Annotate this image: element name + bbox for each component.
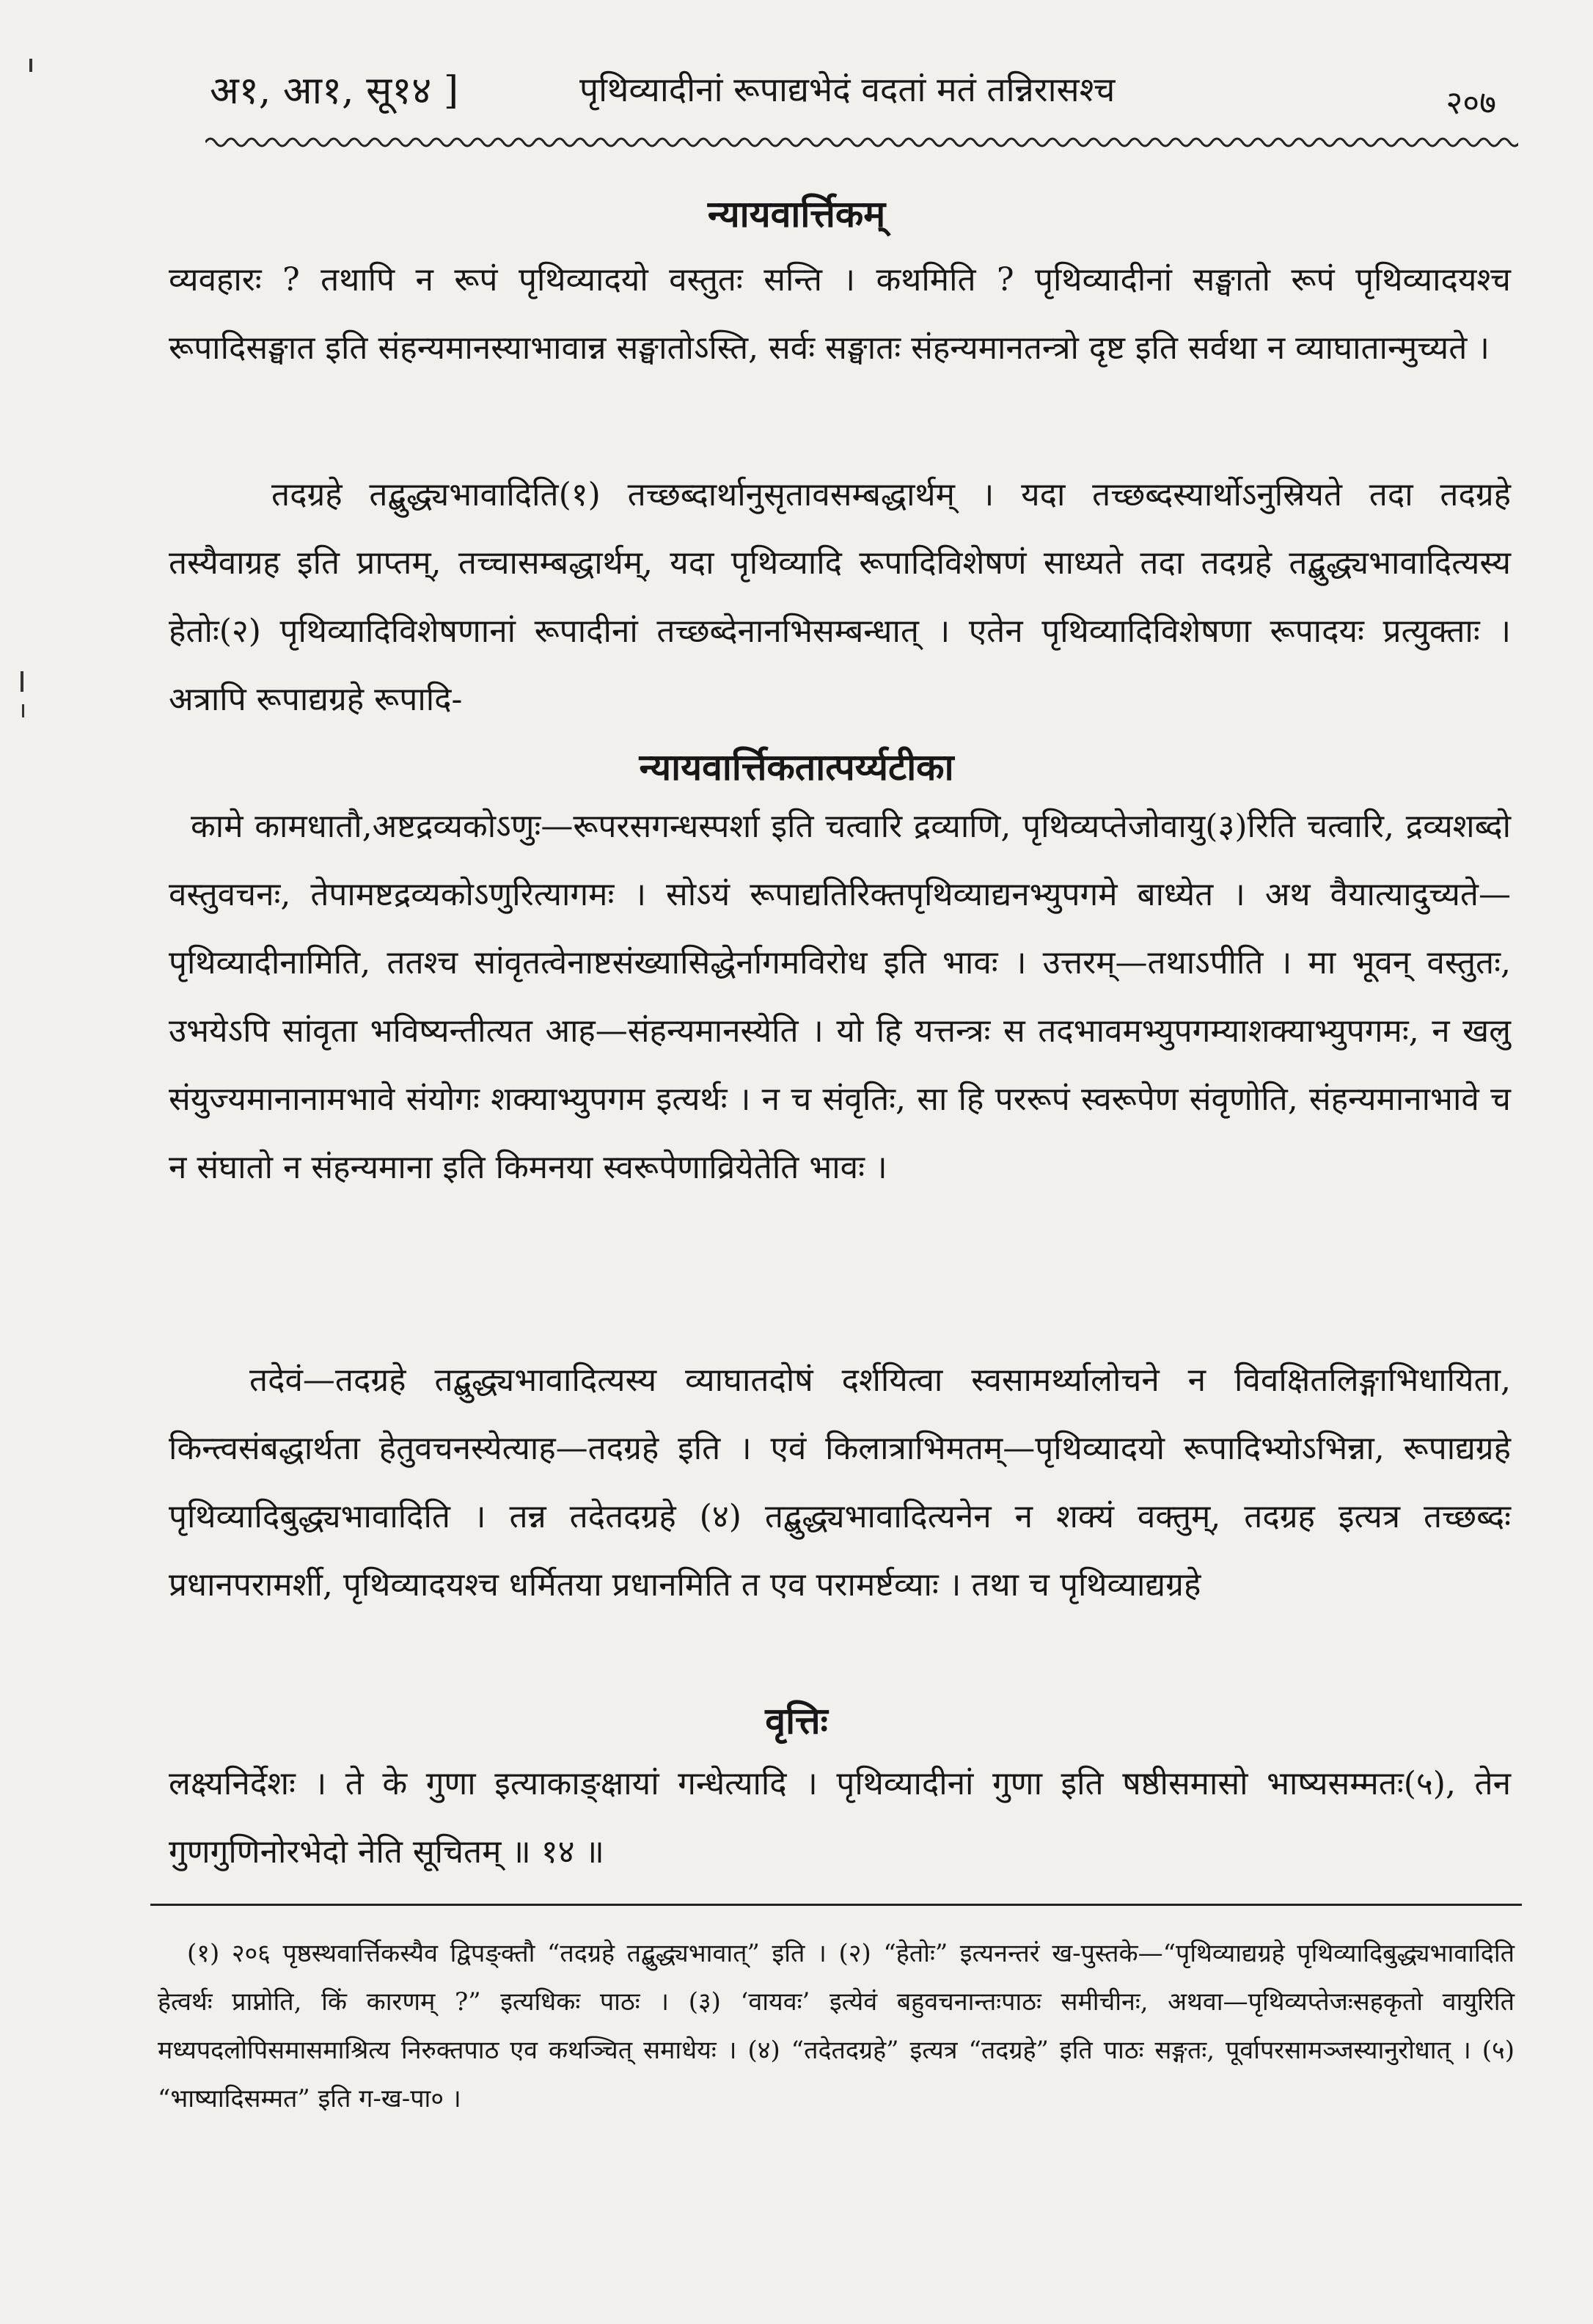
section-title-nyayavarttikam: न्यायवार्त्तिकम् — [707, 192, 886, 235]
scan-speck — [22, 704, 24, 717]
running-header — [198, 57, 1496, 123]
vritti-paragraph: लक्ष्यनिर्देशः । ते के गुणा इत्याकाङ्क्षायां गन्धेत्यादि । पृथिव्यादीनां गुणा इति षष्ठीसमासो भाष्यसम्मतः(५), तेन गुणगुणिनोरभेदो नेति सूचितम् ॥ १४ ॥ — [169, 1765, 1511, 1871]
section-title-tatparyatika: न्यायवार्त्तिकतात्पर्य्यटीका — [639, 745, 954, 789]
section-title-vritti: वृत्तिः — [765, 1699, 828, 1742]
scan-speck — [21, 671, 23, 692]
varttika-paragraph-2: तदग्रहे तद्बुद्ध्यभावादिति(१) तच्छब्दार्थानुसृतावसम्बद्धार्थम् । यदा तच्छब्दस्यार्थोऽनुस्रियते तदा तदग्रहे तस्यैवाग्रह इति प्राप्तम्, तच्चासम्बद्धार्थम्, यदा पृथिव्यादि रूपादिविशेषणं साध्यते तदा तदग्रहे तद्बुद्ध्यभावादित्यस्य हेतोः(२) पृथिव्यादिविशेषणानां रूपादीनां तच्छब्देनानभिसम्बन्धात् । एतेन पृथिव्यादिविशेषणा रूपादयः प्रत्युक्ताः । अत्रापि रूपाद्यग्रहे रूपादि- — [169, 476, 1511, 718]
section-reference: अ१, आ१, सू१४ ] — [210, 69, 459, 113]
wavy-rule — [205, 131, 1518, 154]
footnotes: (१) २०६ पृष्ठस्थवार्त्तिकस्यैव द्विपङ्क्तौ “तदग्रहे तद्बुद्ध्यभावात्” इति । (२) “हेतोः” इत्यनन्तरं ख-पुस्तके—“पृथिव्याद्यग्रहे पृथिव्यादिबुद्ध्यभावादिति हेत्वर्थः प्राप्नोति, किं कारणम् ?” इत्यधिकः पाठः । (३) ‘वायवः’ इत्येवं बहुवचनान्तःपाठः समीचीनः, अथवा—पृथिव्यप्तेजःसहकृतो वायुरिति मध्यपदलोपिसमासमाश्रित्य निरुक्तपाठ एव कथञ्चित् समाधेयः । (४) “तदेतदग्रहे” इत्यत्र “तदग्रहे” इति पाठः सङ्गतः, पूर्वापरसामञ्जस्यानुरोधात् । (५) “भाष्यादिसम्मत” इति ग-ख-पा० । — [158, 1939, 1515, 2113]
varttika-paragraph-1: व्यवहारः ? तथापि न रूपं पृथिव्यादयो वस्तुतः सन्ति । कथमिति ? पृथिव्यादीनां सङ्घातो रूपं पृथिव्यादयश्च रूपादिसङ्घात इति संहन्यमानस्याभावान्न सङ्घातोऽस्ति, सर्वः सङ्घातः संहन्यमानतन्त्रो दृष्ट इति सर्वथा न व्याघातान्मुच्यते । — [169, 261, 1511, 367]
page-number: २०७ — [1446, 84, 1496, 122]
tika-paragraph-1: कामे कामधातौ,अष्टद्रव्यकोऽणुः—रूपरसगन्धस्पर्शा इति चत्वारि द्रव्याणि, पृथिव्यप्तेजोवायु(३)रिति चत्वारि, द्रव्यशब्दो वस्तुवचनः, तेपामष्टद्रव्यकोऽणुरित्यागमः । सोऽयं रूपाद्यतिरिक्तपृथिव्याद्यनभ्युपगमे बाध्येत । अथ वैयात्यादुच्यते—पृथिव्यादीनामिति, ततश्च सांवृतत्वेनाष्टसंख्यासिद्धेर्नागमविरोध इति भावः । उत्तरम्—तथाऽपीति । मा भूवन् वस्तुतः, उभयेऽपि सांवृता भविष्यन्तीत्यत आह—संहन्यमानस्येति । यो हि यत्तन्त्रः स तदभावमभ्युपगम्याशक्याभ्युपगमः, न खलु संयुज्यमानानामभावे संयोगः शक्याभ्युपगम इत्यर्थः । न च संवृतिः, सा हि पररूपं स्वरूपेण संवृणोति, संहन्यमानाभावे च न संघातो न संहन्यमाना इति किमनया स्वरूपेणाव्रियेतेति भावः । — [169, 808, 1511, 1186]
scan-speck — [29, 59, 32, 72]
running-title: पृथिव्यादीनां रूपाद्यभेदं वदतां मतं तन्निरासश्च — [579, 70, 1116, 109]
footnote-rule — [150, 1904, 1522, 1906]
tika-paragraph-2: तदेवं—तदग्रहे तद्बुद्ध्यभावादित्यस्य व्याघातदोषं दर्शयित्वा स्वसामर्थ्यालोचने न विवक्षितलिङ्गाभिधायिता, किन्त्वसंबद्धार्थता हेतुवचनस्येत्याह—तदग्रहे इति । एवं किलात्राभिमतम्—पृथिव्यादयो रूपादिभ्योऽभिन्ना, रूपाद्यग्रहे पृथिव्यादिबुद्ध्यभावादिति । तन्न तदेतदग्रहे (४) तद्बुद्ध्यभावादित्यनेन न शक्यं वक्तुम्, तदग्रह इत्यत्र तच्छब्दः प्रधानपरामर्शी, पृथिव्यादयश्च धर्मितया प्रधानमिति त एव परामर्ष्टव्याः । तथा च पृथिव्याद्यग्रहे — [169, 1362, 1511, 1604]
